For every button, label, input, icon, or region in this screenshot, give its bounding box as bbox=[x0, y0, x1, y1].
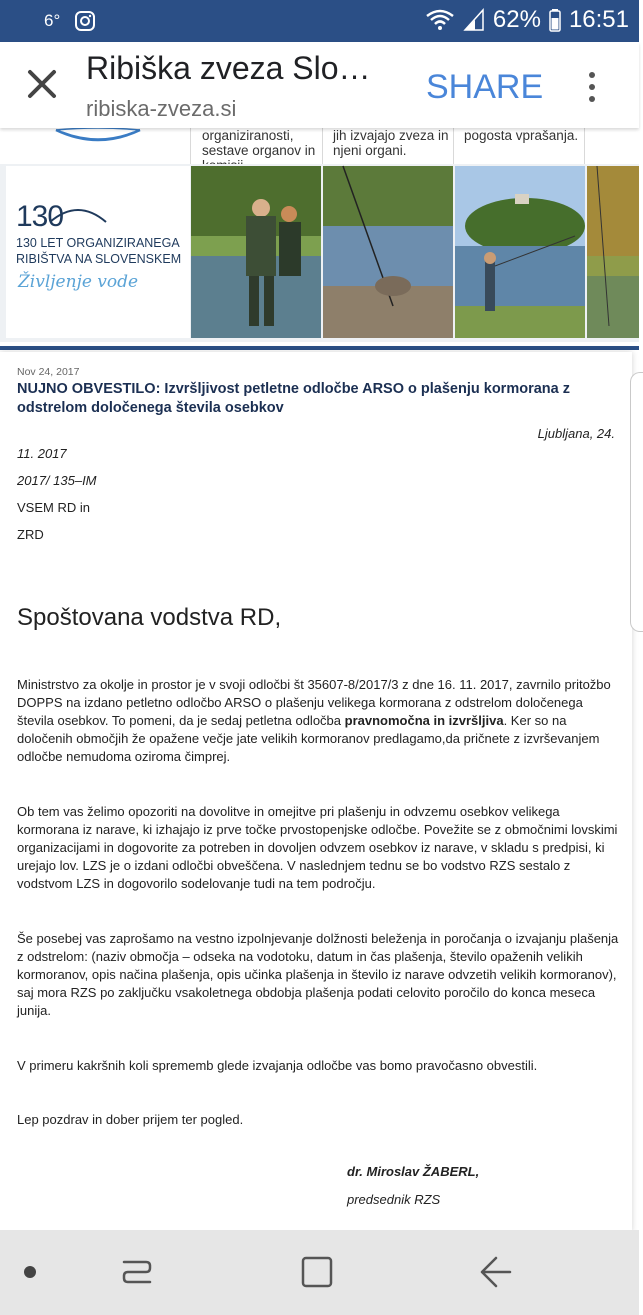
column-divider bbox=[453, 128, 454, 164]
photo-autumn-trees[interactable] bbox=[587, 166, 639, 338]
more-vert-icon[interactable] bbox=[584, 70, 600, 104]
paragraph-1-text-b: . Ker so na določenih območjih že opažene večje jate velikih kormoranov predlagamo,da pričnete z izvrševanjem odločbe nemudoma oziroma čimprej. bbox=[17, 713, 600, 764]
article-date: Nov 24, 2017 bbox=[17, 366, 80, 378]
logo-line-2: RIBIŠTVA NA SLOVENSKEM bbox=[16, 252, 182, 266]
close-icon[interactable] bbox=[24, 66, 60, 102]
logo-arc bbox=[48, 204, 108, 229]
signal-icon bbox=[463, 8, 485, 32]
page-url: ribiska-zveza.si bbox=[86, 96, 237, 121]
keyboard-indicator-icon[interactable] bbox=[24, 1266, 36, 1278]
article-headline[interactable]: NUJNO OBVESTILO: Izvršljivost petletne odločbe ARSO o plašenju kormorana z odstrelom določenega števila osebkov bbox=[17, 381, 570, 416]
column-divider bbox=[322, 128, 323, 164]
battery-icon bbox=[549, 8, 561, 32]
paragraph-1-emphasis: pravnomočna in izvršljiva bbox=[344, 713, 504, 728]
home-icon[interactable] bbox=[300, 1254, 334, 1295]
letter-date: 11. 2017 bbox=[17, 446, 67, 461]
wifi-icon bbox=[425, 8, 455, 32]
back-icon[interactable] bbox=[478, 1254, 514, 1295]
custom-tab-toolbar bbox=[0, 42, 639, 128]
instagram-icon bbox=[74, 10, 96, 32]
column-divider bbox=[190, 128, 191, 164]
status-bar bbox=[0, 0, 639, 42]
photo-angler-castle[interactable] bbox=[455, 166, 585, 338]
letter-greeting: Spoštovana vodstva RD, bbox=[17, 604, 282, 631]
top-column-2[interactable]: jih izvajajo zveza in njeni organi. bbox=[333, 128, 449, 158]
signature-title: predsednik RZS bbox=[347, 1192, 441, 1207]
temperature-text: 6° bbox=[44, 11, 61, 30]
paragraph-1 bbox=[17, 676, 621, 766]
clock-text: 16:51 bbox=[568, 6, 629, 33]
logo-number: 130 bbox=[16, 200, 64, 233]
letter-place: Ljubljana, 24. bbox=[537, 426, 615, 441]
paragraph-5: Lep pozdrav in dober prijem ter pogled. bbox=[17, 1112, 244, 1127]
logo-line-1: 130 LET ORGANIZIRANEGA bbox=[16, 236, 180, 250]
paragraph-1-text-a: Ministrstvo za okolje in prostor je v svoji odločbi št 35607-8/2017/3 z dne 16. 11. 2017, zavrnilo pritožbo DOPPS na izdano petletno odločbo ARSO o plašenju velikega kormorana z odstrelom določenega števila osebkov. To pomeni, da je sedaj petletna odločba bbox=[17, 677, 611, 728]
page-title: Ribiška zveza Slo… bbox=[86, 50, 371, 86]
paragraph-2: Ob tem vas želimo opozoriti na dovolitve in omejitve pri plašenju in odvzemu osebkov velikega kormorana iz narave, ki izhajajo iz prve točke prvostopenjske odločbe. Povežite se z območnimi lovskimi organizacijami in dogovorite za potreben in dovoljen odvzem osebkov iz narave, v skladu s predpisi, ki urejajo lov. LZS je o izdani odločbi obveščena. V naslednjem tednu se bo vodstvo RZS sestalo z vodstvom LZS in dogovorilo sodelovanje tudi na tem področju. bbox=[17, 804, 618, 891]
photo-anglers-river[interactable] bbox=[191, 166, 321, 338]
logo-tagline: Življenje vode bbox=[18, 272, 139, 292]
fish-logo-icon[interactable] bbox=[54, 128, 142, 146]
letter-recipients: VSEM RD in bbox=[17, 500, 90, 515]
paragraph-4: V primeru kakršnih koli sprememb glede izvajanja odločbe vas bomo pravočasno obvestili. bbox=[17, 1058, 538, 1073]
signature-name: dr. Miroslav ŽABERL, bbox=[347, 1164, 480, 1179]
letter-recipients-2: ZRD bbox=[17, 527, 44, 542]
paragraph-3: Še posebej vas zaprošamo na vestno izpolnjevanje dolžnosti beleženja in poročanja o izvajanju plašenja z odstrelom: (naziv območja – odseka na vodotoku, datum in čas plašenja, število opaženih velikih kormoranov, opis načina plašenja, opis učinka plašenja in število iz narave odvzetih velikih kormoranov), saj mora RZS po zaključku vsakoletnega obdobja plašenja podati celovito poročilo do konca meseca junija. bbox=[17, 931, 619, 1018]
share-button[interactable]: SHARE bbox=[426, 68, 544, 106]
photo-angler-landing-fish[interactable] bbox=[323, 166, 453, 338]
recents-icon[interactable] bbox=[120, 1254, 154, 1295]
header-divider bbox=[0, 346, 639, 350]
column-divider bbox=[584, 128, 585, 164]
top-column-1[interactable]: organiziranosti, sestave organov in bbox=[202, 128, 316, 158]
battery-text: 62% bbox=[492, 6, 541, 33]
letter-reference: 2017/ 135–IM bbox=[17, 473, 97, 488]
top-column-3[interactable]: pogosta vprašanja. bbox=[464, 128, 579, 143]
side-panel-edge[interactable] bbox=[630, 372, 643, 632]
